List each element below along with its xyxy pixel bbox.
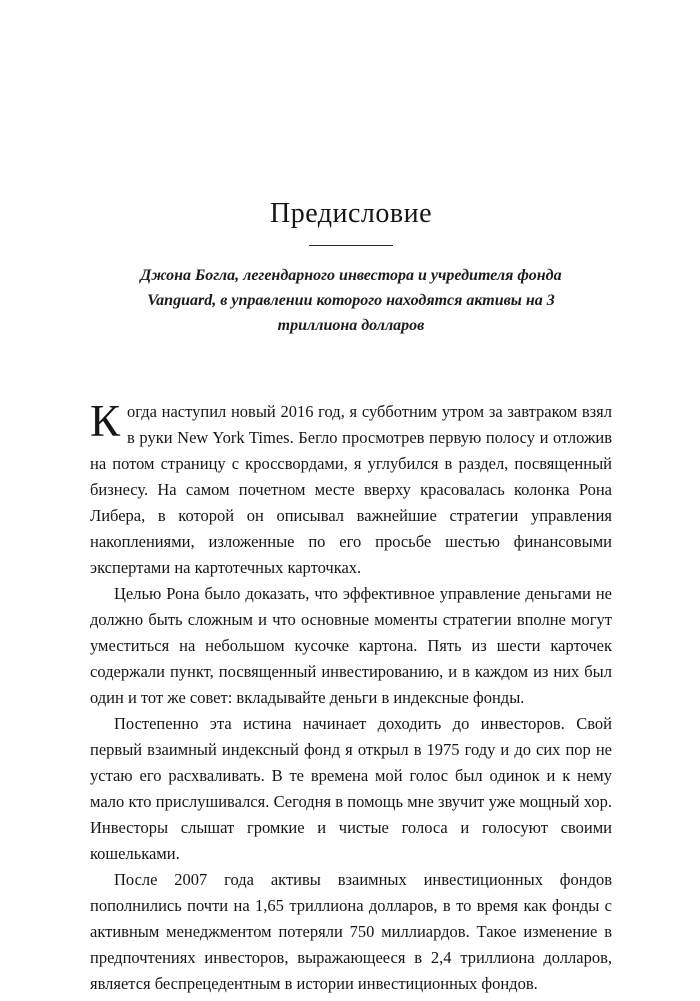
paragraph-text: Постепенно эта истина начинает доходить до инвесторов. Свой первый взаимный индексный фонд я открыл в 1975 году и до сих пор не устаю его расхваливать. В те времена мой голос был одинок и к нему мало кто прислушивался. Сегодня в помощь мне звучит уже мощный хор. Инвесторы слышат громкие и чистые голоса и голосуют своими кошельками. xyxy=(90,714,612,863)
body-text xyxy=(90,396,612,997)
paragraph-text: огда наступил новый 2016 год, я субботним утром за завтраком взял в руки New York Times. Бегло просмотрев первую полосу и отложив на потом страницу с кроссвордами, я углубился в раздел, посвященный бизнесу. На самом почетном месте вверху красовалась колонка Рона Либера, в которой он описывал важнейшие стратегии управления накоплениями, изложенные по его просьбе шестью финансовыми экспертами на картотечных карточках. xyxy=(90,402,612,577)
page-title: Предисловие xyxy=(269,198,433,229)
body-paragraph xyxy=(90,867,612,997)
paragraph-text: После 2007 года активы взаимных инвестиционных фондов пополнились почти на 1,65 триллиона долларов, в то время как фонды с активным менеджментом потеряли 750 миллиардов. Такое изменение в предпочтениях инвесторов, выражающееся в 2,4 триллиона долларов, является беспрецедентным в истории инвестиционных фондов. xyxy=(90,870,612,993)
body-paragraph xyxy=(90,396,612,581)
body-paragraph xyxy=(90,711,612,867)
dedication-subtitle: Джона Богла, легендарного инвестора и учредителя фонда Vanguard, в управлении которого находятся активы на 3 триллиона долларов xyxy=(140,267,562,334)
title-divider xyxy=(309,245,393,246)
paragraph-text: Целью Рона было доказать, что эффективное управление деньгами не должно быть сложным и что основные моменты стратегии вполне могут уместиться на небольшом кусочке картона. Пять из шести карточек содержали пункт, посвященный инвестированию, и в каждом из них был один и тот же совет: вкладывайте деньги в индексные фонды. xyxy=(90,584,612,707)
body-paragraph xyxy=(90,581,612,711)
drop-cap-letter: К xyxy=(90,396,121,446)
